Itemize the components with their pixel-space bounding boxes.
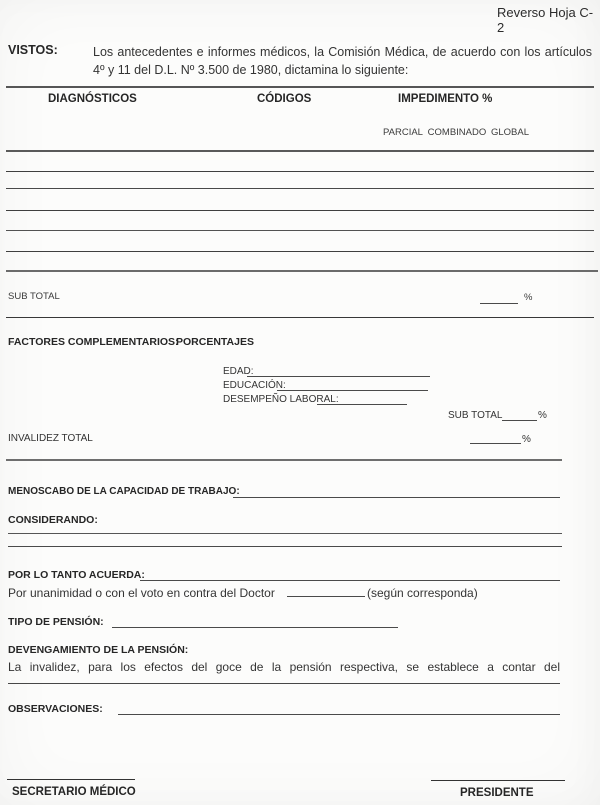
unanimidad-text: Por unanimidad o con el voto en contra del Doctor: [8, 586, 275, 600]
porcentajes-label: PORCENTAJES: [176, 336, 254, 348]
diagnostics-entry-line: [6, 210, 594, 211]
table-subheader-rule: [6, 150, 594, 152]
invalidez-label: INVALIDEZ TOTAL: [8, 433, 93, 444]
menoscabo-blank: [233, 486, 560, 498]
acuerda-label: POR LO TANTO ACUERDA:: [8, 569, 145, 581]
edad-blank: [247, 366, 430, 377]
subtotal-percent-sign: %: [524, 292, 533, 303]
column-header-codigos: CÓDIGOS: [257, 93, 312, 105]
observaciones-blank: [118, 703, 560, 715]
factores-subtotal-percent: %: [538, 410, 547, 421]
table-top-rule: [6, 86, 594, 88]
devengamiento-blank-line: [8, 683, 560, 684]
considerando-line: [8, 533, 562, 534]
subtotal-blank: [480, 293, 518, 304]
diagnostics-entry-line: [6, 251, 594, 252]
factores-label: FACTORES COMPLEMENTARIOS:: [8, 336, 179, 348]
secretario-signature-line: [7, 779, 135, 780]
presidente-label: PRESIDENTE: [460, 787, 534, 799]
vistos-label: VISTOS:: [8, 43, 58, 57]
column-header-diagnosticos: DIAGNÓSTICOS: [48, 93, 137, 105]
vistos-line2: 4º y 11 del D.L. Nº 3.500 de 1980, dictamina lo siguiente:: [93, 63, 409, 77]
doctor-blank: [287, 585, 365, 597]
impedimento-subcolumns: [383, 127, 529, 138]
educacion-blank: [277, 380, 428, 391]
edad-label: EDAD:: [223, 366, 254, 377]
devengamiento-text: La invalidez, para los efectos del goce de la pensión respectiva, se establece a contar del: [8, 660, 560, 674]
diagnostics-entry-line: [6, 188, 594, 189]
vistos-line1: Los antecedentes e informes médicos, la Comisión Médica, de acuerdo con los artículos: [93, 45, 592, 59]
factores-subtotal-blank: [502, 410, 537, 421]
subtotal-section-rule: [6, 317, 594, 318]
observaciones-label: OBSERVACIONES:: [8, 703, 103, 715]
menoscabo-label: MENOSCABO DE LA CAPACIDAD DE TRABAJO:: [8, 486, 240, 497]
subcolumn-global: GLOBAL: [490, 127, 529, 138]
tipo-pension-label: TIPO DE PENSIÓN:: [8, 616, 104, 628]
subcolumn-combinado: COMBINADO: [427, 127, 487, 138]
factores-subtotal-label: SUB TOTAL: [448, 410, 503, 421]
page-ref: Reverso Hoja C-2: [497, 5, 594, 35]
segun-corresponda-text: (según corresponda): [367, 586, 478, 600]
considerando-label: CONSIDERANDO:: [8, 514, 98, 526]
desempeno-blank: [317, 394, 407, 405]
subtotal-label: SUB TOTAL: [8, 291, 60, 302]
invalidez-percent: %: [522, 434, 531, 445]
vistos-paragraph: [93, 43, 592, 79]
invalidez-section-rule: [6, 459, 562, 461]
devengamiento-label: DEVENGAMIENTO DE LA PENSIÓN:: [8, 644, 189, 656]
diagnostics-entry-line: [6, 230, 594, 231]
considerando-line: [8, 546, 562, 547]
table-bottom-rule: [6, 270, 598, 272]
secretario-label: SECRETARIO MÉDICO: [12, 786, 136, 798]
desempeno-label: DESEMPEÑO LABORAL:: [223, 394, 339, 405]
educacion-label: EDUCACIÓN:: [223, 380, 286, 391]
column-header-impedimento: IMPEDIMENTO %: [398, 93, 493, 105]
subcolumn-parcial: PARCIAL: [383, 127, 423, 138]
acuerda-blank: [140, 569, 560, 581]
tipo-pension-blank: [112, 616, 398, 628]
presidente-signature-line: [431, 780, 565, 781]
diagnostics-entry-line: [6, 171, 594, 172]
invalidez-blank: [470, 433, 521, 444]
